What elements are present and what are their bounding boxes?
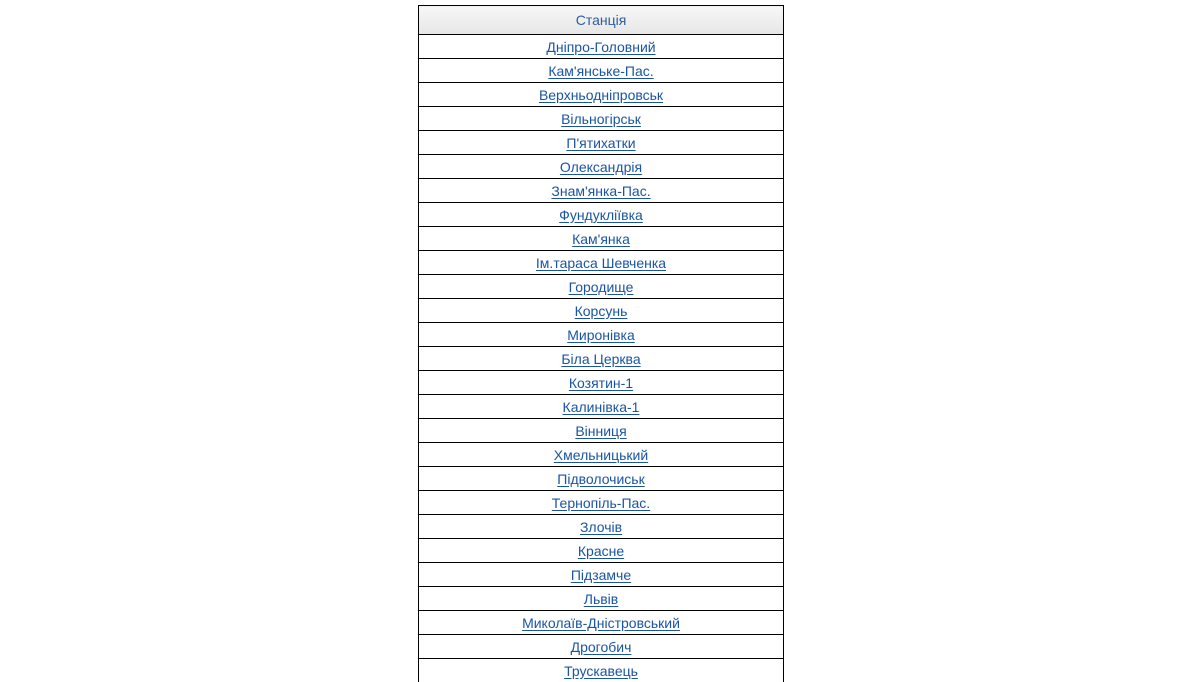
station-cell (419, 395, 784, 419)
station-link[interactable]: Львів (584, 591, 618, 607)
table-row (419, 107, 784, 131)
table-row (419, 515, 784, 539)
table-row (419, 275, 784, 299)
station-cell (419, 35, 784, 59)
station-link[interactable]: Тернопіль-Пас. (552, 495, 650, 511)
station-cell (419, 299, 784, 323)
table-row (419, 251, 784, 275)
station-cell (419, 203, 784, 227)
header-row (419, 6, 784, 35)
table-row (419, 35, 784, 59)
station-cell (419, 323, 784, 347)
station-link[interactable]: Верхньодніпровськ (539, 87, 663, 103)
station-cell (419, 467, 784, 491)
station-cell (419, 371, 784, 395)
station-link[interactable]: Козятин-1 (569, 375, 633, 391)
table-row (419, 467, 784, 491)
station-link[interactable]: Миколаїв-Дністровський (522, 615, 680, 631)
table-row (419, 83, 784, 107)
table-row (419, 419, 784, 443)
stations-table (418, 5, 784, 682)
table-row (419, 371, 784, 395)
station-link[interactable]: П'ятихатки (566, 135, 635, 151)
station-cell (419, 539, 784, 563)
station-cell (419, 419, 784, 443)
station-cell (419, 107, 784, 131)
station-cell (419, 179, 784, 203)
table-row (419, 299, 784, 323)
station-cell (419, 491, 784, 515)
station-link[interactable]: Красне (578, 543, 624, 559)
station-link[interactable]: Трускавець (564, 663, 638, 679)
station-link[interactable]: Городище (569, 279, 634, 295)
table-row (419, 659, 784, 682)
station-link[interactable]: Вінниця (575, 423, 626, 439)
table-row (419, 635, 784, 659)
station-link[interactable]: Дніпро-Головний (546, 39, 655, 55)
table-row (419, 443, 784, 467)
station-cell (419, 587, 784, 611)
station-link[interactable]: Злочів (580, 519, 622, 535)
station-link[interactable]: Хмельницький (554, 447, 648, 463)
station-link[interactable]: Біла Церква (561, 351, 640, 367)
table-row (419, 491, 784, 515)
station-cell (419, 275, 784, 299)
station-link[interactable]: Кам'янка (572, 231, 630, 247)
table-row (419, 395, 784, 419)
station-column-header: Станція (419, 6, 784, 35)
station-link[interactable]: Олександрія (560, 159, 642, 175)
station-link[interactable]: Корсунь (575, 303, 628, 319)
station-cell (419, 443, 784, 467)
table-row (419, 611, 784, 635)
table-row (419, 179, 784, 203)
station-cell (419, 611, 784, 635)
station-cell (419, 59, 784, 83)
station-link[interactable]: Ім.тараса Шевченка (536, 255, 666, 271)
station-cell (419, 659, 784, 682)
station-cell (419, 131, 784, 155)
table-row (419, 155, 784, 179)
table-row (419, 587, 784, 611)
station-cell (419, 83, 784, 107)
table-row (419, 347, 784, 371)
station-cell (419, 563, 784, 587)
table-row (419, 563, 784, 587)
station-cell (419, 227, 784, 251)
station-link[interactable]: Дрогобич (571, 639, 632, 655)
stations-list (419, 35, 784, 682)
station-cell (419, 251, 784, 275)
table-row (419, 203, 784, 227)
table-row (419, 539, 784, 563)
station-link[interactable]: Калинівка-1 (563, 399, 640, 415)
table-row (419, 227, 784, 251)
table-row (419, 131, 784, 155)
station-cell (419, 155, 784, 179)
station-link[interactable]: Вільногірськ (561, 111, 641, 127)
station-link[interactable]: Підволочиськ (557, 471, 644, 487)
station-link[interactable]: Миронiвка (567, 327, 635, 343)
station-cell (419, 515, 784, 539)
station-link[interactable]: Знам'янка-Пас. (551, 183, 650, 199)
station-cell (419, 635, 784, 659)
station-link[interactable]: Фундуклiївка (559, 207, 643, 223)
table-row (419, 323, 784, 347)
station-cell (419, 347, 784, 371)
table-row (419, 59, 784, 83)
station-link[interactable]: Кам'янське-Пас. (548, 63, 653, 79)
station-link[interactable]: Підзамче (571, 567, 631, 583)
